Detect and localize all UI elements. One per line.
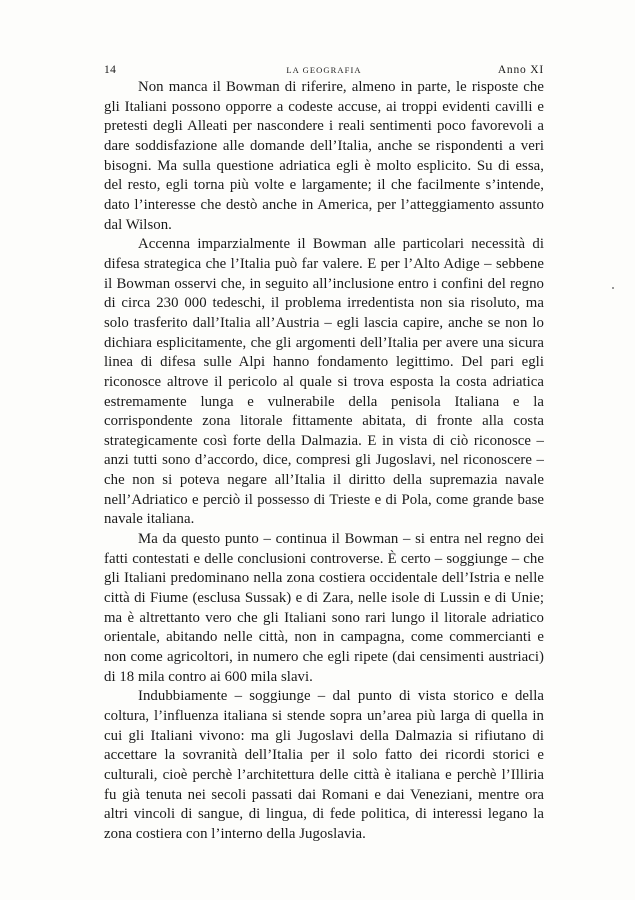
margin-speck [612, 287, 614, 289]
paragraph-3: Ma da questo punto – continua il Bowman – si entra nel regno dei fatti contestati e delle conclusioni controverse. È certo – soggiunge – che gli Italiani predominano nella zona costiera occidentale dell’Istria e nelle città di Fiume (esclusa Sussak) e di Zara, nelle isole di Lussin e di Unie; ma è altrettanto vero che gli Italiani sono rari lungo il litorale adriatico orientale, abitando nelle città, non in campagna, come commercianti e non come agricoltori, in numero che egli ripete (dai censimenti austriaci) di 18 mila contro ai 600 mila slavi. [104, 531, 544, 685]
paragraph-4: Indubbiamente – soggiunge – dal punto di vista storico e della coltura, l’influenza italiana si stende sopra un’area più larga di quella in cui gli Italiani vivono: ma gli Jugoslavi della Dalmazia si rifiutano di accettare la sovranità dell’Italia per il solo fatto dei ricordi storici e culturali, cioè perchè l’architettura delle città è italiana e perchè l’Illiria fu già tenuta nei secoli passati dai Romani e dai Veneziani, mentre ora altri vincoli di sangue, di lingua, di fede politica, di interessi legano la zona costiera con l’interno della Jugoslavia. [104, 688, 544, 842]
paragraph-2: Accenna imparzialmente il Bowman alle particolari necessità di difesa strategica che l’Italia può far valere. E per l’Alto Adige – sebbene il Bowman osservi che, in seguito all’inclusione entro i confini del regno di circa 230 000 tedeschi, il problema irredentista non sia risoluto, ma solo trasferito dall’Italia all’Austria – egli lascia capire, anche se non lo dichiara esplicitamente, che gli argomenti dell’Italia per avere una sicura linea di difesa sulle Alpi hanno fondamento legittimo. Del pari egli riconosce altrove il pericolo al quale si trova esposta la costa adriatica estremamente lunga e vulnerabile della penisola Italiana e la corrispondente zona litorale fittamente abitata, di fronte alla costa strategicamente così forte della Dalmazia. E in vista di ciò riconosce – anzi tutti sono d’accordo, dice, compresi gli Jugoslavi, nel riconoscere – che non si poteva negare all’Italia il diritto della supremazia navale nell’Adriatico e perciò il possesso di Trieste e di Pola, come grande base navale italiana. [104, 236, 544, 528]
body-text [104, 78, 544, 845]
volume-year: Anno XI [497, 64, 544, 76]
journal-title: LA GEOGRAFIA [286, 65, 362, 75]
paragraph-1: Non manca il Bowman di riferire, almeno in parte, le risposte che gli Italiani possono opporre a codeste accuse, ai troppi evidenti cavilli e pretesti degli Alleati per nascondere i reali sentimenti poco favorevoli a dare soddisfazione alle domande dell’Italia, anche se rispondenti a veri bisogni. Ma sulla questione adriatica egli è molto esplicito. Su di essa, del resto, egli torna più volte e largamente; il che facilmente s’intende, dato l’interesse che destò anche in America, per l’atteggiamento assunto dal Wilson. [104, 79, 544, 233]
page-number: 14 [104, 64, 117, 76]
